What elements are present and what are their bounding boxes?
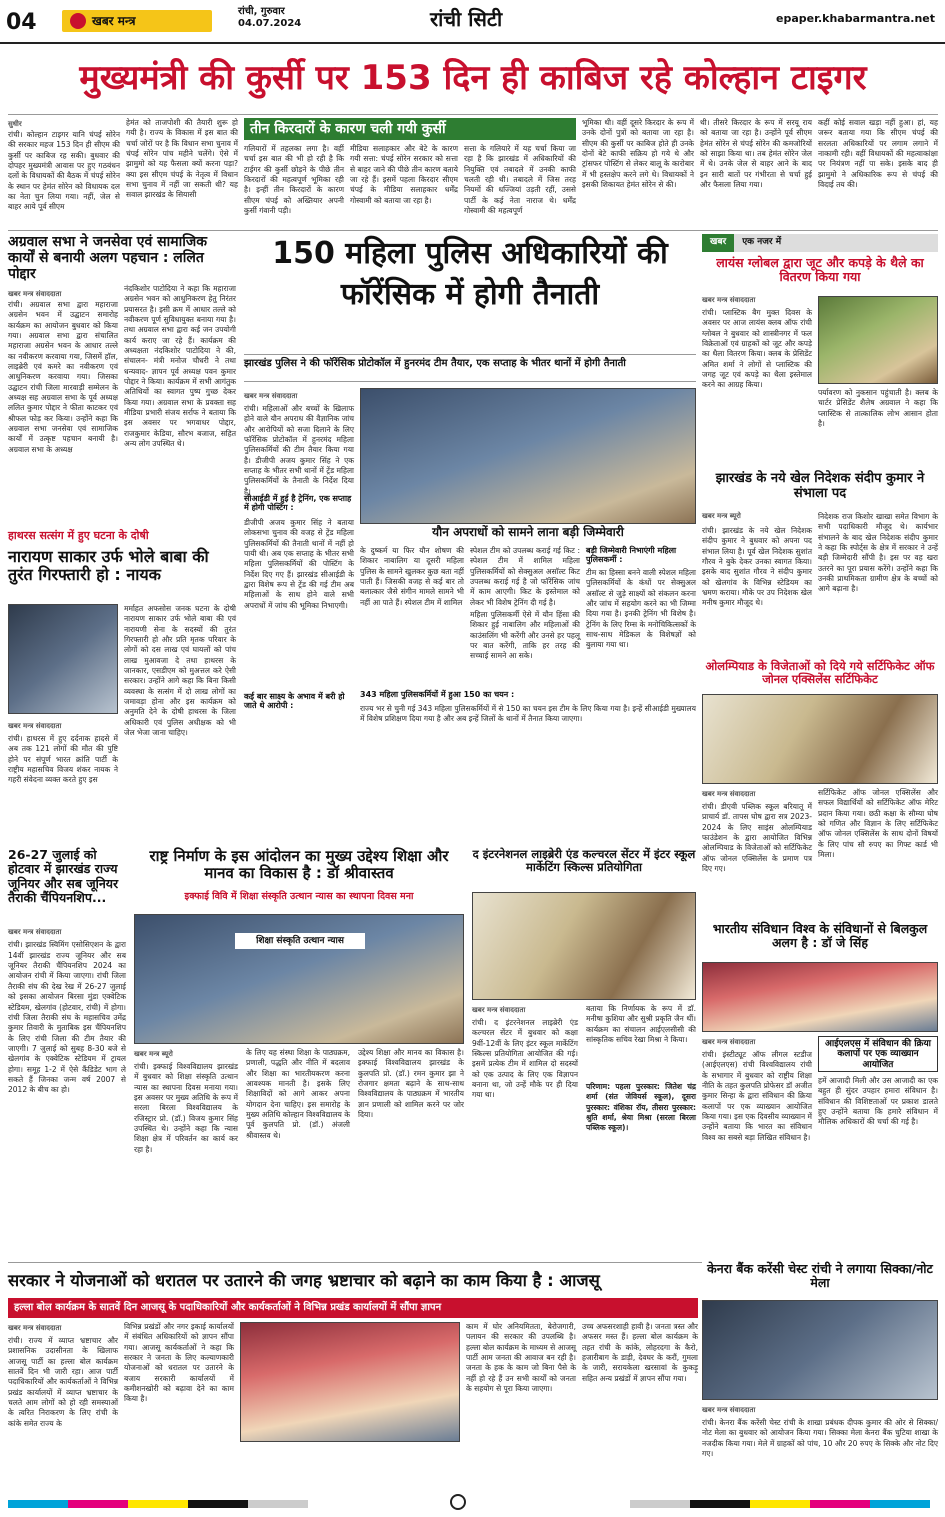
constitution-col1: रांची। इंस्टीट्यूट ऑफ लीगल स्टडीज (आईएलएस) रांची विश्वविद्यालय रांची के सभागार में बुधवार को राष्ट्रीय शिक्षा नीति के तहत कुलपति प्रोफेसर डॉ अजीत कुमार सिन्हा के द्वारा संविधान की क्रिया कलापों पर एक व्याख्यान आयोजित किया गया। इस एक दिवसीय व्याख्यान में उन्होंने बताया कि भारत का संविधान विश्व का सबसे बड़ा लिखित संविधान है। — [702, 1050, 812, 1142]
intl-photo — [472, 892, 696, 1000]
police-sub2: कई बार साक्ष्य के अभाव में बरी हो जाते थे आरोपी : — [244, 692, 345, 711]
swimming-col1: रांची। झारखंड स्विमिंग एसोसिएशन के द्वारा 14वीं झारखंड राज्य जूनियर और सब जूनियर तैराकी चैंपियनशिप 2024 का आयोजन रांची में किया जाएगा। रांची जिला तैराकी संघ की देख रेख में 26-27 जुलाई को इसका आयोजन बिरसा मुंडा एक्वेटिक स्टेडियम, खेलगांव (होटवार, रांची) में होगा। रांची जिला तैराकी संघ के महासचिव उमेंद्र कुमार तिवारी के मुताबिक इस चैंपियनशिप के लिए रांची जिला की टीम तैयार की जाएगी। 7 जुलाई को सुबह 8-30 बजे से खेलगांव के एक्वेटिक स्टेडियम में ट्रायल होगा। समूह 1-2 में ऐसे कैंडिडेट भाग ले सकते हैं जिनका जन्म वर्ष 2007 से 2012 के बीच का हो। — [8, 940, 126, 1095]
rashtra-col2: के लिए यह संस्था शिक्षा के पाठ्यक्रम, प्रणाली, पद्धति और नीति में बदलाव और शिक्षा का भारतीयकरण करना आवश्यक मानती है। इसके लिए शिक्षाविदों को आगे आकर अपना योगदान देना चाहिए। इस समारोह के मुख्य अतिथि कोल्हान विश्वविद्यालय के पूर्व कुलपति प्रो. (डॉ.) अंजली श्रीवास्तव थे। — [246, 1048, 350, 1140]
police-photo — [360, 388, 696, 524]
tag-khabar: खबर — [702, 234, 734, 252]
lead-col5: सत्ता के गलियारे में यह चर्चा किया जा रहा है कि झारखंड में अधिकारियों की नियुक्ति एवं तबादले में उनकी काफी चलती रही थी। तबादले में जिस तरह नियमों की धज्जियां उड़ती रहीं, उससे पार्टी के कई नेता नाराज थे। धर्मेंद्र गोस्वामी की महत्वपूर्ण — [464, 144, 576, 216]
website-link[interactable]: epaper.khabarmantra.net — [776, 12, 935, 25]
agrawal-story — [8, 234, 236, 524]
brand-logo — [62, 10, 212, 32]
hathras-story — [8, 530, 236, 842]
registration-mark — [450, 1494, 466, 1510]
lions-photo — [818, 296, 938, 384]
lead-byline: सुधीर — [8, 120, 22, 128]
police-col1: रांची। महिलाओं और बच्चों के खिलाफ होने वाले यौन अपराध की वैज्ञानिक जांच और आरोपियों को सजा दिलाने के लिए फॉरेंसिक प्रोटोकॉल में हुनरमंद महिला पुलिसकर्मियों की टीम तैयार किया गया है। डीजीपी अजय कुमार सिंह ने एक सप्ताह के भीतर सभी थानों में ट्रेंड महिला पुलिसकर्मियों के तैनाती के निर्देश दिया है। — [244, 404, 354, 496]
agrawal-col1: रांची। अग्रवाल सभा द्वारा महाराजा अग्रसेन भवन में उद्घाटन समारोह कार्यक्रम का आयोजन बुधवार को किया गया। अग्रवाल सभा द्वारा संचालित महाराजा अग्रसेन भवन के आधार तल्ले का नवीकरण करवाया गया, जिसमें हॉल, लाइब्रेरी एवं कमरे का नवीकरण एवं आधुनिकरण करवाया गया। जिसका उद्घाटन रांची जिला मारवाड़ी सम्मेलन के अध्यक्ष सह अग्रवाल सभा के पूर्व अध्यक्ष ललित कुमार पोद्दार ने फीता काटकर एवं श्रीफल फोड़ कर किया। उन्होंने कहा कि अग्रवाल सभा जनसेवा एवं सामाजिक कार्यों में उत्कृष्ट पहचान बनायी है। अग्रवाल सभा के अध्यक्ष — [8, 300, 118, 454]
tag-ek-nazar: एक नजर में — [734, 234, 938, 252]
brand-icon — [70, 13, 86, 29]
color-bar-right — [630, 1500, 930, 1508]
olympiad-col2: सर्टिफिकेट ऑफ जोनल एक्सिलेंस और सफल विद्यार्थियों को सर्टिफिकेट ऑफ मेरिट प्रदान किया गया। छठी कक्षा के सौम्या घोष को गणित और विज्ञान के लिए सर्टिफिकेट ऑफ जोनल एक्सिलेंस के साथ दोनों विषयों के लिए पांच सौ रुपए का गिफ्ट कार्ड भी मिला। — [818, 788, 938, 860]
rashtra-subhead: इक्फाई विवि में शिक्षा संस्कृति उत्थान न्यास का स्थापना दिवस मना — [184, 891, 414, 902]
color-bar — [8, 1500, 308, 1508]
police-sub3: बड़ी जिम्मेवारी निभाएंगी महिला पुलिसकर्मी : — [586, 546, 677, 565]
hathras-col1: रांची। हाथरस में हुए दर्दनाक हादसे में अब तक 121 लोगों की मौत की पुष्टि होने पर संपूर्ण भारत क्रांति पार्टी के राष्ट्रीय महासचिव विजय शंकर नायक ने गहरी संवेदना व्यक्त करते हुए इस — [8, 734, 118, 785]
rashtra-photo — [134, 914, 464, 1044]
rashtra-banner: शिक्षा संस्कृति उत्थान न्यास — [235, 933, 365, 949]
olympiad-col1: रांची। डीएवी पब्लिक स्कूल बरियातू में प्राचार्य डॉ. तापस घोष द्वारा सत्र 2023-2024 के लिए साइंस ओलम्पियाड फाउंडेशन के द्वारा आयोजित विभिन्न ओलम्पियाड के विजेताओं को सर्टिफिकेट ऑफ जोनल एक्सिलेंस के प्रमाण पत्र दिए गए। — [702, 802, 812, 874]
ajsu-col2: विभिन्न प्रखंडों और नगर इकाई कार्यालयों में संबंधित अधिकारियों को ज्ञापन सौंपा गया। आजसू कार्यकर्ताओं ने कहा कि सरकार ने जनता के लिए कल्याणकारी योजनाओं को धरातल पर उतारने के बजाय सरकारी कार्यालयों में कमीशनखोरी को बढ़ावा देने का काम किया है। — [124, 1322, 234, 1404]
canara-headline: केनरा बैंक करेंसी चेस्ट रांची ने लगाया सिक्का/नोट मेला — [707, 1261, 933, 1291]
khel-headline: झारखंड के नये खेल निदेशक संदीप कुमार ने संभाला पद — [715, 471, 925, 501]
constitution-col2: हमें आजादी मिली और उस आजादी का एक बहुत ही सुंदर उपहार हमारा संविधान है। संविधान की विशिष्टताओं पर प्रकाश डालते हुए उन्होंने बताया कि हमारे संविधान में मौलिक अधिकारों की चर्चा की गई है। — [818, 1076, 938, 1127]
police-col4: महिला पुलिसकर्मी ऐसे में यौन हिंसा की शिकार हुई नाबालिग और महिलाओं की काउंसलिंग भी करेंगी और उनसे हर पहलू पर बात करेंगी, ताकि हर तरह की सच्चाई सामने आ सके। — [470, 610, 580, 661]
olympiad-story — [702, 660, 938, 916]
rashtra-story — [134, 848, 464, 1258]
constitution-byline: खबर मन्त्र संवाददाता — [702, 1038, 756, 1046]
lead-story — [8, 118, 938, 228]
page-number: 04 — [6, 10, 37, 35]
lead-col3: गलियारों में तहलका लगा है। वहीं चर्चा इस बात की भी हो रही है कि टाईगर की कुर्सी छोड़ने के पीछे तीन किरदारों की महत्वपूर्ण भूमिका रही है। इन्हीं तीन किरदारों के कारण सीएम चंपई को अख्तियार अपनी कुर्सी गंवानी पड़ी। — [244, 144, 344, 216]
ajsu-headline: सरकार ने योजनाओं को धरातल पर उतारने की जगह भ्रष्टाचार को बढ़ाने का काम किया है : आजसू — [8, 1271, 600, 1290]
intl-col2: बताया कि निर्णायक के रूप में डॉ. मनीषा कुशिया और सुश्री प्रकृति जैन थीं। कार्यक्रम का संचालन आईएलसीसी की सांस्कृतिक सचिव रेखा मिश्रा ने किया। — [586, 1004, 696, 1045]
ajsu-col3: काम में घोर अनियमितता, बेरोजगारी, पलायन की सरकार की उपलब्धि है। हल्ला बोल कार्यक्रम के माध्यम से आजसू पार्टी आम जनता की आवाज बन रही है। जनता के हक के काम जो बिना पैसे के नहीं हो रहे हैं उन सभी कार्यों को जनता के सहयोग से पूरा किया जाएगा। — [466, 1322, 576, 1394]
lead-kicker: तीन किरदारों के कारण चली गयी कुर्सी — [244, 118, 576, 140]
constitution-story — [702, 922, 938, 1172]
police-byline: खबर मन्त्र संवाददाता — [244, 392, 298, 400]
police-story — [244, 234, 696, 842]
police-subhead: झारखंड पुलिस ने की फॉरेंसिक प्रोटोकॉल में हुनरमंद टीम तैयार, एक सप्ताह के भीतर थानों में होगी तैनाती — [244, 354, 696, 382]
khel-byline: खबर मन्त्र ब्यूरो — [702, 512, 741, 520]
masthead — [0, 0, 945, 44]
hathras-headline: नारायण साकार उर्फ भोले बाबा की तुरंत गिरफ्तारी हो : नायक — [8, 547, 209, 585]
lead-col8: कहीं कोई सवाल खड़ा नहीं हुआ। हां, यह जरूर बताया गया कि सीएम चंपई की सरलता अधिकारियों पर लगाम लगाने में नाकामी रही। वहीं विधायकों की महत्वाकांक्षा पर नियंत्रण नहीं पा सके। इसके बाद ही झामुमो ने अधिकारिक रूप से चंपई की विदाई तय की। — [818, 118, 938, 190]
khel-story — [702, 472, 938, 654]
nazar-tag — [702, 234, 938, 252]
constitution-box: आईएलएस में संविधान की क्रिया कलापों पर एक व्याख्यान आयोजित — [818, 1036, 938, 1072]
brand-name: खबर मन्त्र — [92, 14, 136, 28]
canara-story — [702, 1262, 938, 1488]
rashtra-col1: रांची। इक्फाई विश्वविद्यालय झारखंड में बुधवार को शिक्षा संस्कृति उत्थान न्यास का स्थापना दिवस मनाया गया। इस अवसर पर मुख्य अतिथि के रूप में सरला बिरला विश्वविद्यालय के रजिस्ट्रार प्रो. (डॉ.) विजय कुमार सिंह उपस्थित थे। उन्होंने कहा कि न्यास शिक्षा क्षेत्र में परिवर्तन का कार्य कर रहा है। — [134, 1062, 238, 1154]
rashtra-byline: खबर मन्त्र ब्यूरो — [134, 1050, 173, 1058]
ajsu-byline: खबर मन्त्र संवाददाता — [8, 1324, 62, 1332]
agrawal-headline: अग्रवाल सभा ने जनसेवा एवं सामाजिक कार्यों से बनायी अलग पहचान : ललित पोद्दार — [8, 234, 207, 283]
lead-col1: रांची। कोल्हान टाइगर यानि चंपई सोरेन की सरकार महज 153 दिन ही सीएम की कुर्सी पर काबिज रह सकी। बुधवार की दोपहर मुख्यमंत्री आवास पर हुए गठबंधन दलों के विधायकों की बैठक में चंपई सोरेन के स्थान पर हेमंत सोरेन को विधायक दल का नेता चुन लिया गया। नहीं, जेल से बाहर आये पूर्व सीएम — [8, 130, 120, 212]
ajsu-subhead: हल्ला बोल कार्यक्रम के सातवें दिन आजसू के पदाधिकारियों और कार्यकर्ताओं ने विभिन्न प्रखंड कार्यालयों में सौंपा ज्ञापन — [8, 1298, 698, 1318]
agrawal-col2: नंदकिशोर पाटोदिया ने कहा कि महाराजा अग्रसेन भवन को आधुनिकरण हेतु निरंतर प्रयासरत है। इसी क्रम में आधार तल्ले को नवीकरण पूर्ण सुविधायुक्त बनाया गया है। तथा अग्रवाल सभा द्वारा कई जन उपयोगी कार्य कराए जा रहे हैं। कार्यक्रम की अध्यक्षता नंदकिशोर पाटोदिया ने की, संचालन- मंत्री मनोज चौधरी ने तथा धन्यवाद- ज्ञापन पूर्व अध्यक्ष पवन कुमार पोद्दार ने किया। कार्यक्रम में सभी आगंतुक अतिथियों का स्वागत पुष्प गुच्छ देकर किया गया। अग्रवाल सभा के प्रवक्ता सह मीडिया प्रभारी संजय सर्राफ ने बताया कि इस अवसर पर भगवाधर पोद्दार, राजकुमार केडिया, सौरभ बजाज, सहित अन्य लोग उपस्थित थे। — [124, 284, 236, 449]
lions-headline: लायंस ग्लोबल द्वारा जूट और कपड़े के थैले का वितरण किया गया — [716, 255, 924, 285]
dateline — [238, 6, 301, 30]
constitution-headline: भारतीय संविधान विश्व के संविधानों से बिलकुल अलग है : डॉ जे सिंह — [712, 921, 928, 951]
swimming-byline: खबर मन्त्र संवाददाता — [8, 928, 62, 936]
police-col2: के दुष्कर्म या फिर यौन शोषण की शिकार नाबालिग या दूसरी महिला पुलिस के सामने खुलकर कुछ बता नहीं पाती हैं। जिसकी वजह से कई बार तो बलात्कार जैसे संगीन मामले सामने भी नहीं आ पाते हैं। स्पेशल टीम में शामिल — [360, 546, 464, 607]
lions-col1: रांची। प्लास्टिक बैग मुक्त दिवस के अवसर पर आज लायंस क्लब ऑफ रांची ग्लोबल ने बुधवार को शास्त्रीनगर में फल विक्रेताओं एवं ग्राहकों को जूट और कपड़े का थैला वितरण किया। क्लब के प्रेसिडेंट अमित शर्मा ने लोगों से प्लास्टिक की जगह जूट एवं कपड़े का थैला इस्तेमाल करने का आग्रह किया। — [702, 308, 812, 390]
ajsu-photo — [240, 1322, 460, 1442]
rashtra-headline: राष्ट्र निर्माण के इस आंदोलन का मुख्य उद्देश्य शिक्षा और मानव का विकास है : डॉ श्रीवास्तव — [149, 847, 449, 883]
constitution-photo — [702, 962, 938, 1032]
lead-col2: हेमंत को ताजपोशी की तैयारी शुरू हो गयी है। राज्य के विकास में इस बात की चर्चा जोरों पर है कि विधान सभा चुनाव में चंपई सोरेन पांच महीने चलेंगे। ऐसे में झामुमो को यह फैसला क्यों करना पड़ा? क्या इस सीएम चंपई के नेतृत्व में विधान सभा चुनाव में नहीं जा सकती थी? यह सवाल झारखंड के सियासी — [126, 118, 238, 200]
canara-byline: खबर मन्त्र संवाददाता — [702, 1406, 756, 1414]
agrawal-byline: खबर मन्त्र संवाददाता — [8, 290, 62, 298]
police-col5: टीम का हिस्सा बनने वाली स्पेशल महिला पुलिसकर्मियों के कंधों पर सेक्सुअल असॉल्ट से जुड़े साक्ष्यों को संकलन करना और जांच में सहयोग करने का भी जिम्मा दिया गया है। इनकी ट्रेनिंग भी विशेष है। ट्रेनिंग के लिए रिम्स के मनोचिकित्सकों के साथ-साथ मेडिकल के विशेषज्ञों को बुलाया गया था। — [586, 568, 696, 650]
date: 04.07.2024 — [238, 18, 302, 29]
intl-col1: रांची। द इंटरनेशनल लाइब्रेरी एंड कल्चरल सेंटर में बुधवार को कक्षा 9वीं-12वीं के लिए इंटर स्कूल मार्केटिंग स्किल्स प्रतियोगिता आयोजित की गई। इसमें प्रत्येक टीम में शामिल दो सदस्यों को एक उत्पाद के लिए एक विज्ञापन बनाना था, जो उन्हें मौके पर ही दिया गया था। — [472, 1018, 578, 1100]
lions-byline: खबर मन्त्र संवाददाता — [702, 296, 756, 304]
hathras-photo — [8, 604, 118, 714]
ajsu-col1: रांची। राज्य में व्याप्त भ्रष्टाचार और प्रशासनिक उदासीनता के खिलाफ आजसू पार्टी का हल्ला बोल कार्यक्रम सातवें दिन भी जारी रहा। आज पार्टी पदाधिकारियों और कार्यकर्ताओं ने विभिन्न प्रखंड कार्यालयों में व्याप्त भ्रष्टाचार के चलते आम लोगों को हो रही समस्याओं के त्वरित निराकरण के लिए रांची के कांके समेत राज्य के — [8, 1336, 118, 1428]
police-sub1: सीआईडी में हुई है ट्रेनिंग, एक सप्ताह में होगी पोस्टिंग : — [244, 494, 352, 513]
hathras-byline: खबर मन्त्र संवाददाता — [8, 722, 62, 730]
khel-col2: निदेशक राज किशोर खाखा समेत विभाग के सभी पदाधिकारी मौजूद थे। कार्यभार संभालने के बाद खेल निदेशक संदीप कुमार ने कहा कि स्पोर्ट्स के क्षेत्र में सरकार ने उन्हें बड़ी जिम्मेदारी सौंपी है। इस पर वह खरा उतरने का पूरा प्रयास करेंगे। उन्होंने कहा कि उनकी प्राथमिकता ग्रामीण क्षेत्र के बच्चों को आगे बढ़ाना है। — [818, 512, 938, 594]
police-col1b: डीजीपी अजय कुमार सिंह ने बताया लोकसभा चुनाव की वजह से ट्रेंड महिला पुलिसकर्मियों की तैनाती थानों में नहीं हो पायी थी। अब एक सप्ताह के भीतर सभी महिला पुलिसकर्मियों की पोस्टिंग के निर्देश दिए गए हैं। झारखंड सीआईडी के द्वारा विशेष रूप से ट्रेंड की गई टीम अब महिलाओं के साथ होने वाले सभी अपराधों में जांच की भूमिका निभाएगी। — [244, 518, 354, 610]
ajsu-story — [8, 1322, 698, 1488]
lead-col6: भूमिका थी। वहीं दूसरे किरदार के रूप में उनके दोनों पुत्रों को बताया जा रहा है। सीएम की कुर्सी पर काबिज होते ही उनके दोनों बेटे काफी सक्रिय हो गये थे और ट्रांसफर पोस्टिंग से लेकर बालू के कारोबार में भी हस्तक्षेप करने लगे थे। विधायकों ने इसकी शिकायत हेमंत सोरेन से की। — [582, 118, 694, 190]
lead-headline: मुख्यमंत्री की कुर्सी पर 153 दिन ही काबिज रहे कोल्हान टाइगर — [79, 58, 867, 98]
lions-col2: पर्यावरण को नुकसान पहुंचाती है। क्लब के चार्टर प्रेसिडेंट शैलेष अग्रवाल ने कहा कि प्लास्टिक से तात्कालिक लोभ आसान होता है। — [818, 388, 938, 429]
olympiad-byline: खबर मन्त्र संवाददाता — [702, 790, 756, 798]
swimming-headline: 26-27 जुलाई को होटवार में झारखंड राज्य जूनियर और सब जूनियर तैराकी चैंपियनशिप... — [8, 847, 119, 906]
canara-col1: रांची। केनरा बैंक करेंसी चेस्ट रांची के शाखा प्रबंधक दीपक कुमार की ओर से सिक्का/नोट मेला का बुधवार को आयोजन किया गया। सिक्का मेला केनरा बैंक चुटिया शाखा के नजदीक किया गया। मेले में ग्राहकों को पांच, 10 और 20 रुपए के सिक्के और नोट दिए गए। — [702, 1418, 938, 1459]
intl-byline: खबर मन्त्र संवाददाता — [472, 1006, 526, 1014]
police-col3: स्पेशल टीम को उपलब्ध कराई गई किट : स्पेशल टीम में शामिल महिला पुलिसकर्मियों को सेक्सुअल असॉल्ट किट उपलब्ध कराई गई है जो फॉरेंसिक जांच में काम आएगी। किट के इस्तेमाल को लेकर भी विशेष ट्रेनिंग दी गई है। — [470, 546, 580, 607]
section-title: रांची सिटी — [430, 7, 503, 31]
olympiad-headline: ओलम्पियाड के विजेताओं को दिये गये सर्टिफिकेट ऑफ जोनल एक्सिलेंस सर्टिफिकेट — [705, 659, 935, 687]
police-headline: 150 महिला पुलिस अधिकारियों की फॉरेंसिक में होगी तैनाती — [272, 236, 668, 312]
lead-col4: मीडिया सलाहकार और बेटे के कारण गयी सत्ता: चंपई सोरेन सरकार को सत्ता से बाहर जाने की पीछे तीन कारण बताये जा रहे हैं। इसमें पहला किरदार सीएम चंपई के मीडिया सलाहकार धर्मेंद्र गोस्वामी को बताया जा रहा है। — [350, 144, 458, 205]
swimming-story — [8, 848, 126, 1138]
khel-col1: रांची। झारखंड के नये खेल निदेशक संदीप कुमार ने बुधवार को अपना पद संभाल लिया है। पूर्व खेल निदेशक सुशांत गौरव ने बुके देकर उनका स्वागत किया। इसके बाद सुशांत गौरव ने संदीप कुमार को खेलगांव के विभिन्न स्टेडियम का भ्रमण कराया। मौके पर उप निदेशक खेल मनीष कुमार मौजूद थे। — [702, 526, 812, 608]
intl-headline: द इंटरनेशनल लाइब्रेरी एंड कल्चरल सेंटर में इंटर स्कूल मार्केटिंग स्किल्स प्रतियोगिता — [472, 847, 696, 875]
hathras-kicker: हाथरस सत्संग में हुए घटना के दोषी — [8, 529, 149, 542]
intl-story — [472, 848, 696, 1258]
canara-photo — [702, 1300, 938, 1400]
rashtra-col3: उद्देश्य शिक्षा और मानव का विकास है। इक्फाई विश्वविद्यालय झारखंड के कुलपति प्रो. (डॉ.) रमन कुमार झा ने रोजगार क्षमता बढ़ाने के साथ-साथ विश्वविद्यालय के पाठ्यक्रम में भारतीय ज्ञान प्रणाली को शामिल करने पर जोर दिया। — [358, 1048, 464, 1120]
ajsu-col4: उच्च अफसरशाही हावी है। जनता त्रस्त और अफसर मस्त हैं। हल्ला बोल कार्यक्रम के तहत रांची के कांके, लोहरदगा के कैरो, हजारीबाग के डाड़ी, देवघर के करौं, गुमला के जारी, सरायकेला खरसावां के कुकड़ू सहित अन्य प्रखंडों में ज्ञापन सौंपा गया। — [582, 1322, 698, 1383]
lions-story — [702, 234, 938, 466]
police-col6: राज्य भर से चुनी गई 343 महिला पुलिसकर्मियों में से 150 का चयन इस टीम के लिए किया गया है। इन्हें सीआईडी मुख्यालय में विशेष प्रशिक्षण दिया गया है और अब इन्हें जिलों के थानों में तैनात किया जाएगा। — [360, 704, 696, 724]
city-line: रांची, गुरुवार — [238, 6, 285, 17]
intl-result: परिणाम: पहला पुरस्कार: जितेश चंद्र शर्मा (संत जेवियर्स स्कूल), दूसरा पुरस्कार: वंशिका रॉय, तीसरा पुरस्कार: श्रुति शर्मा, श्रेया मिश्रा (सरला बिरला पब्लिक स्कूल)। — [586, 1082, 696, 1133]
hathras-col2: मर्माहत अफसोस जनक घटना के दोषी नारायण साकार उर्फ भोले बाबा की एवं नारायणी सेना के सदस्यों की तुरंत गिरफ्तारी हो और प्रति मृतक परिवार के लोगों को दस लाख एवं घायलों को पांच लाख मुआवजा दे तथा हाथरस के जानकार, एसडीएम को मुअत्तल करे ऐसी सरकार। उन्होंने आगे कहा कि बिना किसी व्यवस्था के सत्संग में दो लाख लोगों का जमावड़ा होना और इस कार्यक्रम को अनुमति देने के दोषी हाथरस के जिला अधिकारी एवं पुलिस अधीक्षक को भी जेल भेजा जाना चाहिए। — [124, 604, 236, 738]
olympiad-photo — [702, 694, 938, 784]
police-sub4: 343 महिला पुलिसकर्मियों में हुआ 150 का चयन : — [360, 690, 515, 699]
police-photo-caption: यौन अपराधों को सामने लाना बड़ी जिम्मेवारी — [432, 525, 624, 539]
lead-col7: थी। तीसरे किरदार के रूप में सरयू राय को बताया जा रहा है। उन्होंने पूर्व सीएम हेमंत सोरेन से चंपई सोरेन की कमजोरियों को साझा किया था। तब हेमंत सोरेन जेल में थे। उनके जेल से बाहर आने के बाद इन सारी बातों पर गंभीरता से चर्चा हुई और फैसला लिया गया। — [700, 118, 812, 190]
